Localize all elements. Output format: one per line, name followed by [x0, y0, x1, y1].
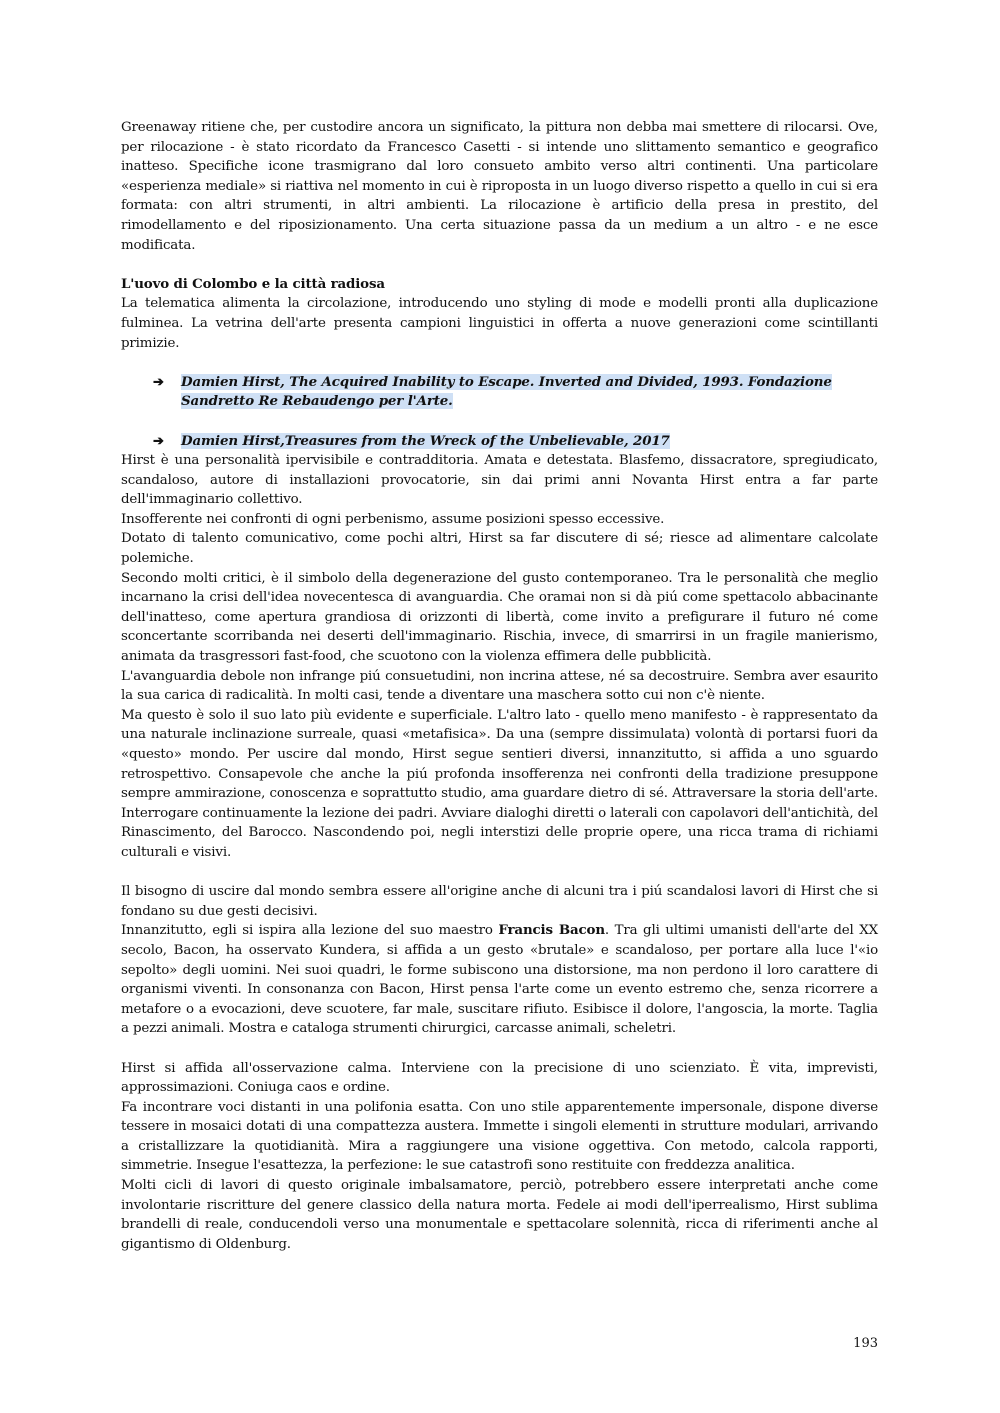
bullet-text: Damien Hirst,Treasures from the Wreck of the Unbelievable, 2017 [181, 432, 670, 449]
paragraph: Insofferente nei confronti di ogni perbenismo, assume posizioni spesso eccessive. [121, 511, 665, 527]
paragraph: Dotato di talento comunicativo, come pochi altri, Hirst sa far discutere di sé; riesce ad alimentare calcolate polemiche. [121, 531, 878, 567]
page-number: 193 [853, 1336, 878, 1351]
spacer [121, 353, 878, 373]
arrow-icon: ➔ [153, 433, 164, 449]
intro-paragraph: Greenaway ritiene che, per custodire ancora un significato, la pittura non debba mai smettere di rilocarsi. Ove, per rilocazione - è stato ricordato da Francesco Casetti - si intende uno slittamento semantico e geografico inatteso. Specifiche icone trasmigrano dal loro consueto ambito verso altri continenti. Una particolare «esperienza mediale» si riattiva nel momento in cui è riproposta in un luogo diverso rispetto a quello in cui si era formata: con altri strumenti, in altri ambienti. La rilocazione è artificio della presa in prestito, del rimodellamento e del riposizionamento. Una certa situazione passa da un medium a un altro - e ne esce modificata. [121, 120, 878, 253]
paragraph: L'avanguardia debole non infrange piú consuetudini, non incrina attese, né sa decostruire. Sembra aver esaurito la sua carica di radicalità. In molti casi, tende a diventare una maschera sotto cui non c'è niente. [121, 668, 878, 704]
spacer [121, 863, 878, 883]
paragraph: Molti cicli di lavori di questo originale imbalsamatore, perciò, potrebbero essere interpretati anche come involontarie riscritture del genere classico della natura morta. Fedele ai modi dell'iperrealismo, Hirst sublima brandelli di reale, conducendoli verso una monumentale e spettacolare solennità, ricca di riferimenti anche al gigantismo di Oldenburg. [121, 1178, 878, 1252]
spacer [121, 412, 878, 432]
paragraph: Il bisogno di uscire dal mondo sembra essere all'origine anche di alcuni tra i piú scandalosi lavori di Hirst che si fondano su due gesti decisivi. [121, 884, 878, 919]
section-heading: L'uovo di Colombo e la città radiosa [121, 275, 385, 292]
bullet-item [153, 373, 878, 412]
paragraph-bacon [121, 921, 878, 1039]
spacer [121, 255, 878, 275]
paragraph: Fa incontrare voci distanti in una polifonia esatta. Con uno stile apparentemente impersonale, dispone diverse tessere in mosaici dotati di una compattezza austera. Immette i singoli elementi in strutture modulari, arrivando a cristallizzare la quotidianità. Mira a raggiungere una visione oggettiva. Con metodo, calcola rapporti, simmetrie. Insegue l'esattezza, la perfezione: le sue catastrofi sono restituite con freddezza analitica. [121, 1099, 878, 1174]
paragraph: Ma questo è solo il suo lato più evidente e superficiale. L'altro lato - quello meno manifesto - è rappresentato da una naturale inclinazione surreale, quasi «metafisica». Da una (sempre dissimulata) volontà di portarsi fuori da «questo» mondo. Per uscire dal mondo, Hirst segue sentieri diversi, innanzitutto, si affida a uno sguardo retrospettivo. Consapevole che anche la piú profonda insofferenza nei confronti della tradizione presuppone sempre ammirazione, conoscenza e soprattutto studio, ama guardare dietro di sé. Attraversare la storia dell'arte. Interrogare continuamente la lezione dei padri. Avviare dialoghi diretti o laterali con capolavori dell'antichità, del Rinascimento, del Barocco. Nascondendo poi, negli interstizi delle proprie opere, una ricca trama di richiami culturali e visivi. [121, 707, 878, 860]
text-run: . Tra gli ultimi umanisti dell'arte del XX secolo, Bacon, ha osservato Kundera, si affida a un gesto «brutale» e scandaloso, per portare alla luce l'«io sepolto» degli uomini. Nei suoi quadri, le forme subiscono una distorsione, ma non perdono il loro carattere di organismi viventi. In consonanza con Bacon, Hirst pensa l'arte come un evento estremo che, senza ricorrere a metafore o a evocazioni, deve scuotere, far male, suscitare rifiuto. Esibisce il dolore, l'angoscia, la morte. Taglia a pezzi animali. Mostra e cataloga strumenti chirurgici, carcasse animali, scheletri. [121, 923, 879, 1037]
spacer [121, 1039, 878, 1059]
text-run: Innanzitutto, egli si ispira alla lezione del suo maestro [121, 923, 499, 939]
paragraph: Hirst è una personalità ipervisibile e contradditoria. Amata e detestata. Blasfemo, dissacratore, spregiudicato, scandaloso, autore di installazioni provocatorie, sin dai primi anni Novanta Hirst entra a far parte dell'immaginario collettivo. [121, 453, 878, 508]
document-body [121, 118, 878, 1254]
section-intro-paragraph: La telematica alimenta la circolazione, introducendo uno styling di mode e modelli pronti alla duplicazione fulminea. La vetrina dell'arte presenta campioni linguistici in offerta a nuove generazioni come scintillanti primizie. [121, 296, 878, 351]
bullet-text: Damien Hirst, The Acquired Inability to Escape. Inverted and Divided, 1993. Fondazione Sandretto Re Rebaudengo per l'Arte. [181, 373, 832, 410]
paragraph: Hirst si affida all'osservazione calma. Interviene con la precisione di uno scienziato. È vita, imprevisti, approssimazioni. Coniuga caos e ordine. [121, 1060, 878, 1096]
arrow-icon: ➔ [153, 374, 164, 390]
paragraph: Secondo molti critici, è il simbolo della degenerazione del gusto contemporaneo. Tra le personalità che meglio incarnano la crisi dell'idea novecentesca di avanguardia. Che oramai non si dà piú come spettacolo abbacinante dell'inatteso, come apertura grandiosa di orizzonti di libertà, come invito a prefigurare il futuro né come sconcertante scorribanda nei deserti dell'immaginario. Rischia, invece, di smarrirsi in un fragile manierismo, animata da trasgressori fast-food, che scuotono con la violenza effimera delle pubblicità. [121, 570, 878, 665]
bold-name: Francis Bacon [498, 922, 605, 939]
bullet-item [153, 432, 878, 452]
